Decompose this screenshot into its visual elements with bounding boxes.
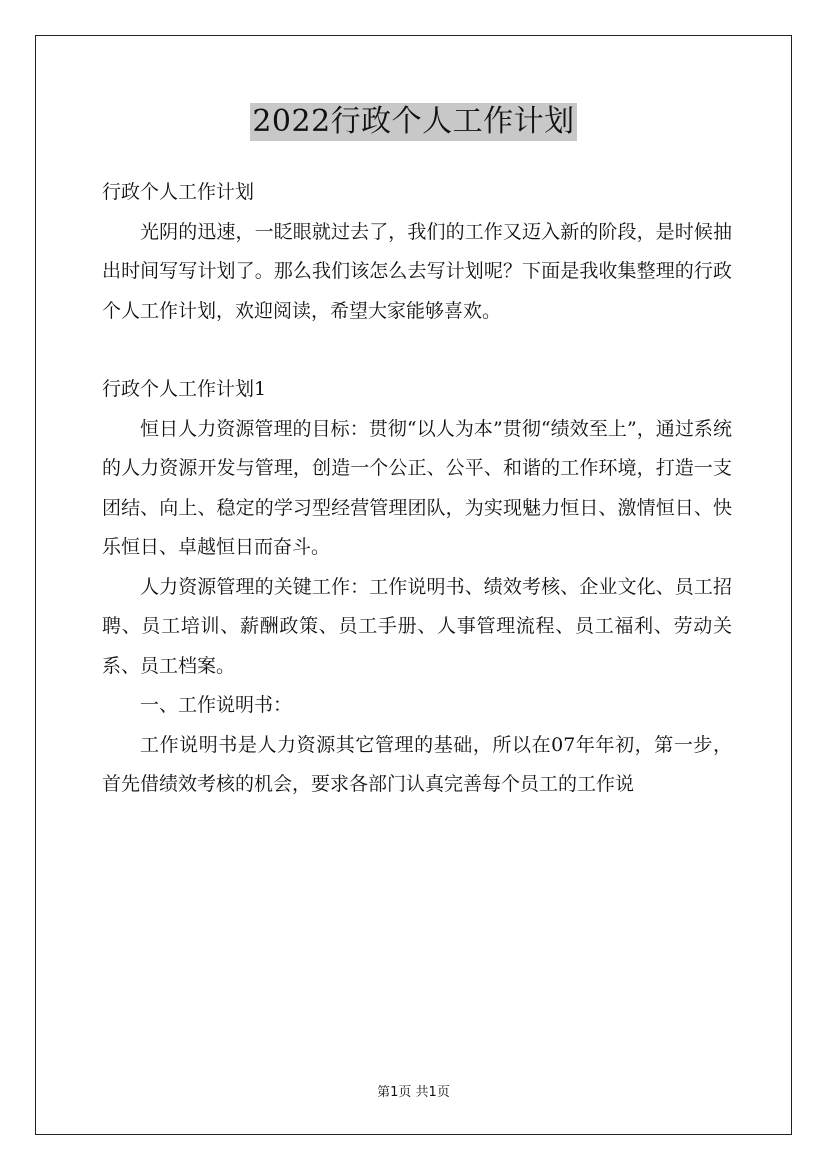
job-description-paragraph: 工作说明书是人力资源其它管理的基础，所以在07年年初，第一步，首先借绩效考核的机会，要求各部门认真完善每个员工的工作说	[102, 733, 732, 795]
page-footer: 第1页 共1页	[377, 1085, 450, 1100]
document-body	[102, 173, 732, 805]
key-work-paragraph: 人力资源管理的关键工作：工作说明书、绩效考核、企业文化、员工招聘、员工培训、薪酬政策、员工手册、人事管理流程、员工福利、劳动关系、员工档案。	[102, 575, 732, 677]
intro-paragraph: 光阴的迅速，一眨眼就过去了，我们的工作又迈入新的阶段，是时候抽出时间写写计划了。那么我们该怎么去写计划呢？下面是我收集整理的行政个人工作计划，欢迎阅读，希望大家能够喜欢。	[102, 220, 732, 322]
subsection-heading: 一、工作说明书：	[140, 694, 293, 716]
section-heading: 行政个人工作计划	[102, 181, 255, 203]
plan-heading: 行政个人工作计划1	[102, 378, 267, 400]
goal-paragraph: 恒日人力资源管理的目标：贯彻“以人为本”贯彻“绩效至上”，通过系统的人力资源开发与管理，创造一个公正、公平、和谐的工作环境，打造一支团结、向上、稳定的学习型经营管理团队，为实现魅力恒日、激情恒日、快乐恒日、卓越恒日而奋斗。	[102, 417, 732, 558]
document-title: 2022行政个人工作计划	[252, 104, 575, 139]
title-container	[0, 103, 827, 141]
